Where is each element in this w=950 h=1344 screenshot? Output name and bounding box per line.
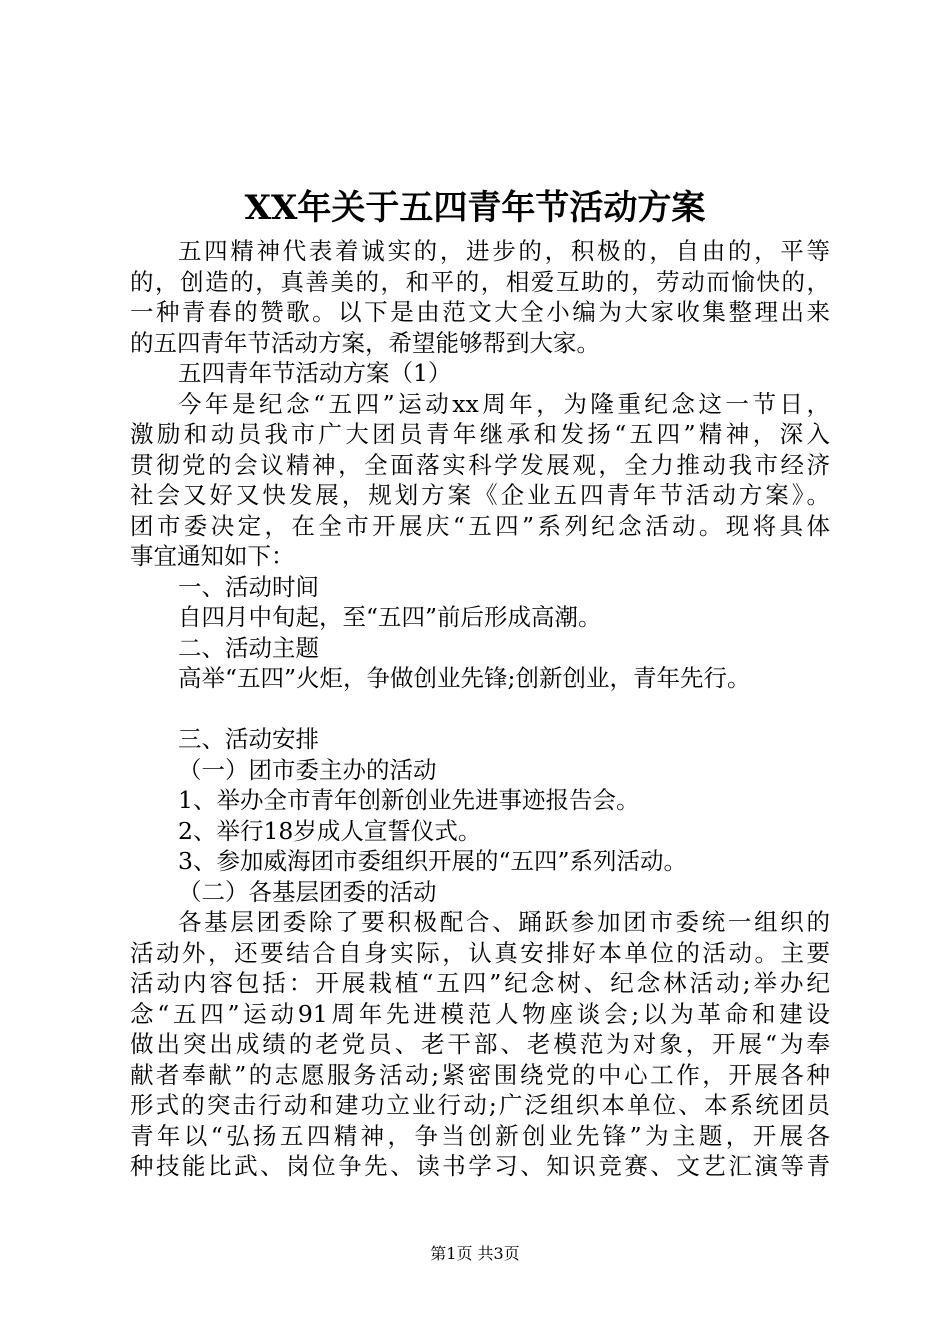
- text-line: 贯彻党的会议精神，全面落实科学发展观，全力推动我市经济: [130, 450, 830, 479]
- text-line: 三、活动安排: [178, 725, 319, 753]
- text-line: 自四月中旬起，至“五四”前后形成高潮。: [178, 603, 602, 631]
- text-line: 1、举办全市青年创新创业先进事迹报告会。: [178, 786, 640, 814]
- document-body: [130, 236, 830, 1182]
- text-line: 五四青年节活动方案（1）: [178, 359, 452, 387]
- text-line: 的，创造的，真善美的，和平的，相爱互助的，劳动而愉快的，: [130, 267, 830, 296]
- text-line: 种技能比武、岗位争先、读书学习、知识竞赛、文艺汇演等青: [130, 1152, 830, 1180]
- text-line: 3、参加威海团市委组织开展的“五四”系列活动。: [178, 847, 687, 875]
- text-line: 做出突出成绩的老党员、老干部、老模范为对象，开展“为奉: [130, 1030, 830, 1058]
- text-line: 念“五四”运动91周年先进模范人物座谈会;以为革命和建设: [130, 999, 830, 1028]
- text-line: 社会又好又快发展，规划方案《企业五四青年节活动方案》。: [130, 481, 830, 509]
- text-line: 五四精神代表着诚实的，进步的，积极的，自由的，平等: [178, 237, 830, 265]
- text-line: 一种青春的赞歌。以下是由范文大全小编为大家收集整理出来: [130, 298, 830, 326]
- text-line: 团市委决定，在全市开展庆“五四”系列纪念活动。现将具体: [130, 511, 830, 540]
- page-footer: 第1页 共3页: [430, 1244, 520, 1263]
- text-line: （一）团市委主办的活动: [178, 755, 437, 784]
- text-line: 一、活动时间: [178, 572, 319, 601]
- text-line: 形式的突击行动和建功立业行动;广泛组织本单位、本系统团员: [130, 1091, 830, 1119]
- text-line: 活动内容包括：开展栽植“五四”纪念树、纪念林活动;举办纪: [130, 969, 830, 997]
- text-line: 活动外，还要结合自身实际，认真安排好本单位的活动。主要: [130, 938, 830, 967]
- blank-line: [130, 694, 830, 725]
- text-line: 的五四青年节活动方案，希望能够帮到大家。: [130, 328, 600, 357]
- text-line: 二、活动主题: [178, 633, 319, 662]
- text-line: 青年以“弘扬五四精神，争当创新创业先锋”为主题，开展各: [130, 1121, 830, 1150]
- text-line: 今年是纪念“五四”运动xx周年，为隆重纪念这一节日，: [178, 389, 830, 418]
- document-title: XX年关于五四青年节活动方案: [244, 188, 706, 228]
- text-line: 高举“五四”火炬，争做创业先锋;创新创业，青年先行。: [178, 664, 751, 692]
- text-line: 事宜通知如下：: [130, 542, 295, 570]
- text-line: 献者奉献”的志愿服务活动;紧密围绕党的中心工作，开展各种: [130, 1060, 830, 1089]
- text-line: （二）各基层团委的活动: [178, 877, 437, 906]
- text-line: 各基层团委除了要积极配合、踊跃参加团市委统一组织的: [178, 908, 830, 936]
- text-line: 激励和动员我市广大团员青年继承和发扬“五四”精神，深入: [130, 420, 830, 448]
- text-line: 2、举行18岁成人宣誓仪式。: [178, 816, 482, 845]
